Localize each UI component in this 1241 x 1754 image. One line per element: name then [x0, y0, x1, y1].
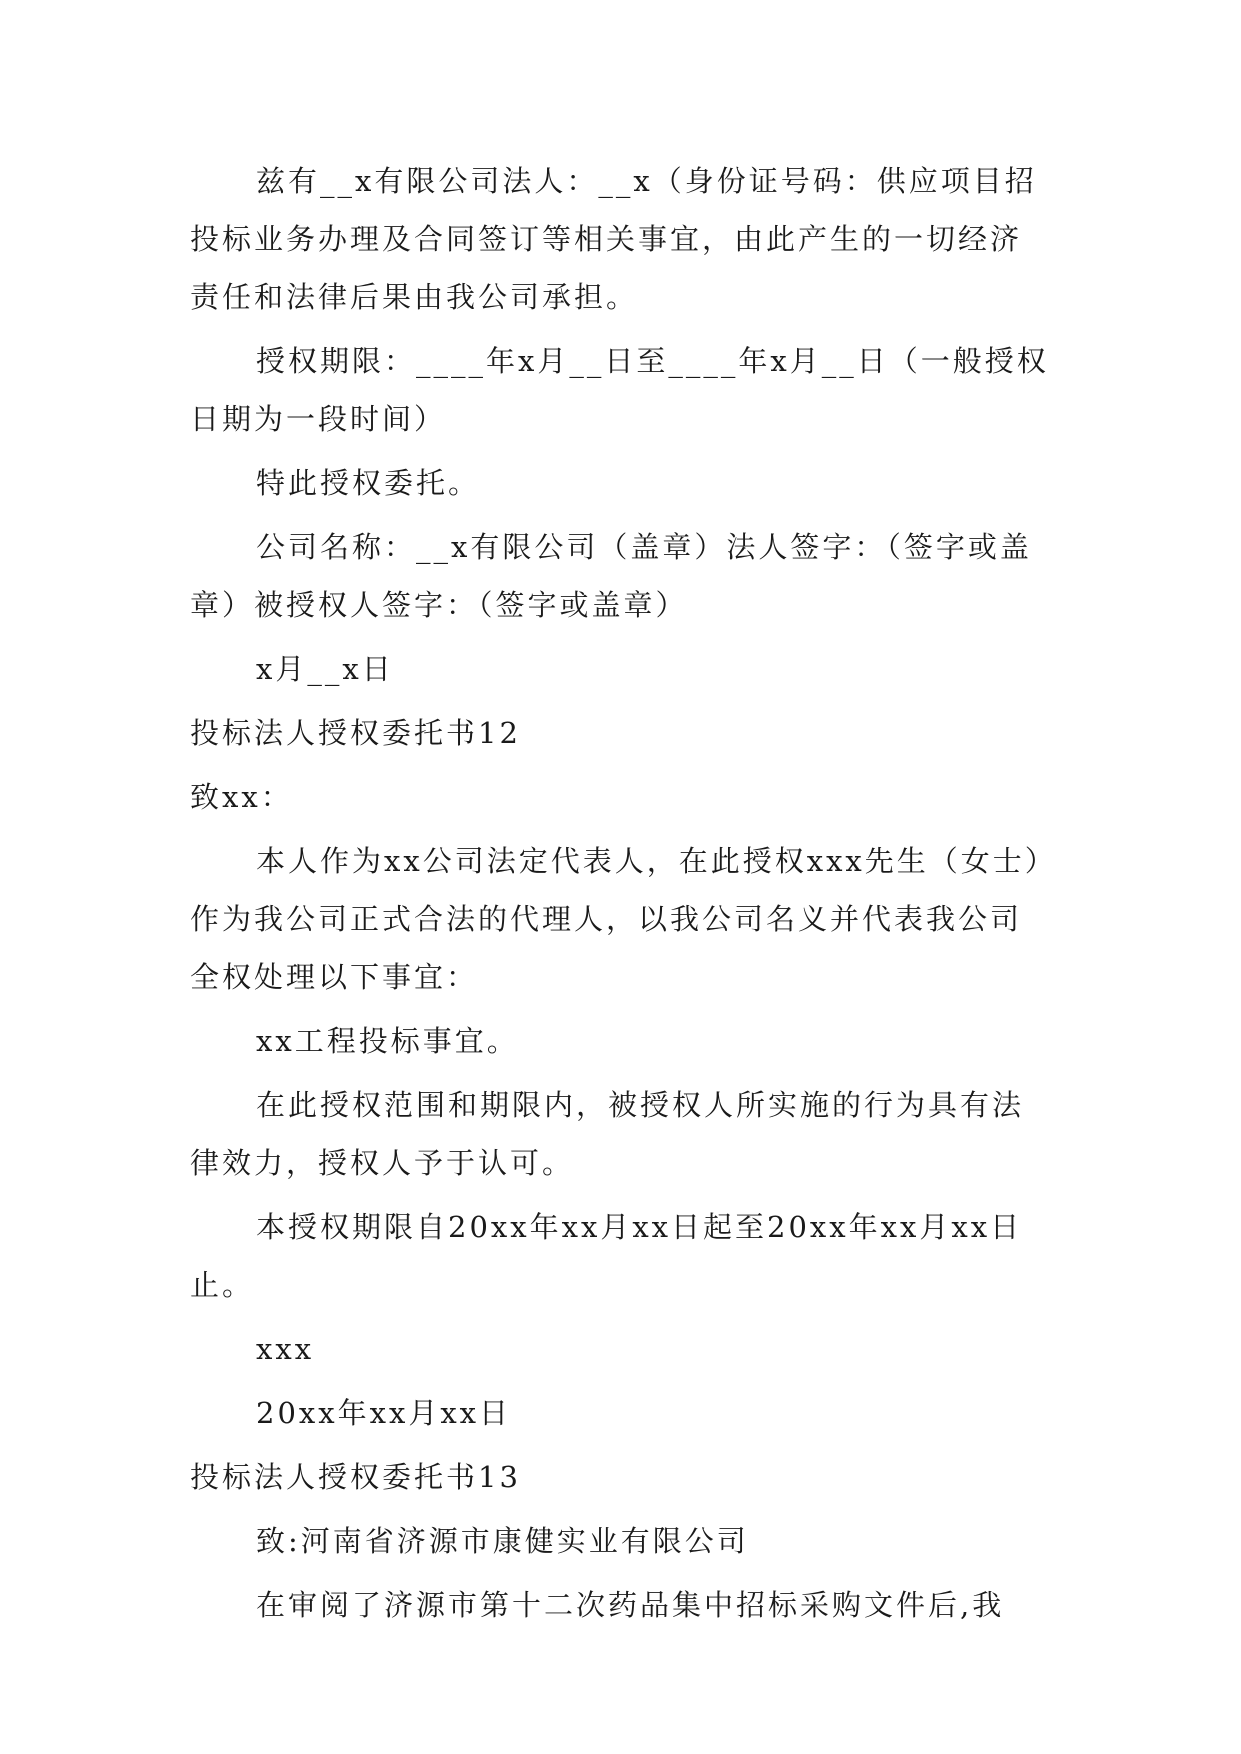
- paragraph-authorization-period: 授权期限：____年x月__日至____年x月__日（一般授权日期为一段时间）: [190, 344, 1049, 436]
- paragraph-signer: xxx: [256, 1332, 315, 1366]
- paragraph-addressee: 致xx：: [190, 780, 293, 814]
- paragraph-project-matter: xx工程投标事宜。: [256, 1024, 519, 1058]
- section-heading-12: 投标法人授权委托书12: [190, 716, 521, 750]
- paragraph-sign-date: 20xx年xx月xx日: [256, 1396, 512, 1430]
- paragraph-legal-representative: 本人作为xx公司法定代表人，在此授权xxx先生（女士）作为我公司正式合法的代理人，以我公司名义并代表我公司全权处理以下事宜：: [190, 844, 1043, 994]
- paragraph-authorization-statement: 兹有__x有限公司法人：__x（身份证号码：供应项目招投标业务办理及合同签订等相关事宜，由此产生的一切经济责任和法律后果由我公司承担。: [190, 164, 1037, 314]
- paragraph-validity-period: 本授权期限自20xx年xx月xx日起至20xx年xx月xx日止。: [190, 1210, 1023, 1302]
- paragraph-legal-effect: 在此授权范围和期限内，被授权人所实施的行为具有法律效力，授权人予于认可。: [190, 1088, 1025, 1180]
- section-heading-13: 投标法人授权委托书13: [190, 1460, 521, 1494]
- paragraph-addressee-company: 致:河南省济源市康健实业有限公司: [256, 1524, 749, 1558]
- paragraph-date: x月__x日: [256, 652, 394, 686]
- document-body: [190, 152, 1052, 1640]
- paragraph-review-statement: 在审阅了济源市第十二次药品集中招标采购文件后,我: [256, 1588, 1005, 1622]
- paragraph-company-signatures: 公司名称：__x有限公司（盖章）法人签字：（签字或盖章）被授权人签字：（签字或盖章）: [190, 530, 1032, 622]
- paragraph-hereby-authorize: 特此授权委托。: [256, 466, 481, 500]
